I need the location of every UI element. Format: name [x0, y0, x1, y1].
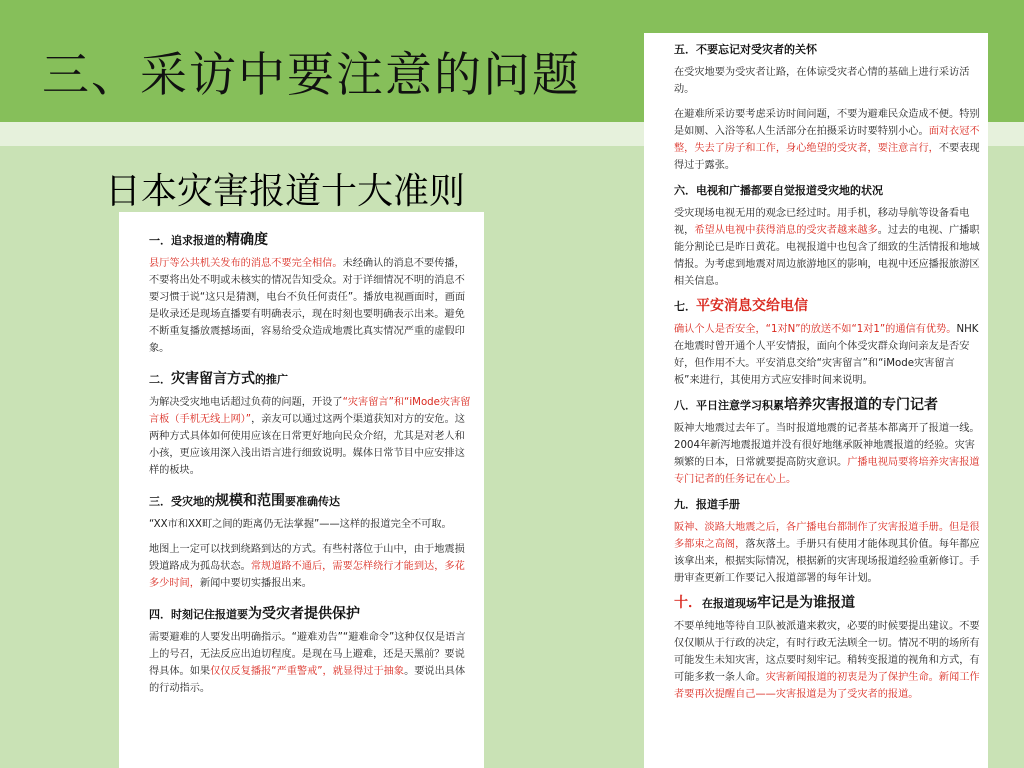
left-document-panel — [119, 212, 484, 768]
section-1-text: 县厅等公共机关发布的消息不要完全相信。未经确认的消息不要传播，不要将出处不明或未核实的情况告知受众。对于详细情况不明的消息不要习惯于说“这只是猜测，电台不负任何责任”。播放电视画面时，画面是收录还是现场直播要有明确表示，现在时刻也要明确表示出来。避免不断重复播放震撼场面，容易给受众造成地震比真实情况严重的虚假印象。 — [149, 258, 466, 354]
right-document-panel — [644, 33, 988, 768]
section-9-text: 阪神、淡路大地震之后，各广播电台都制作了灾害报道手册。但是很多都束之高阁，落灰落土。手册只有使用才能体现其价值。每年都应该拿出来，根据实际情况，根据新的灾害现场报道经验重新修订。手册审查更新工作要记入报道部署的每年计划。 — [674, 522, 980, 584]
section-2-text: 为解决受灾地电话超过负荷的问题，开设了“灾害留言”和“iMode灾害留言板（手机无线上网）”，亲友可以通过这两个渠道获知对方的安危。这两种方式具体如何使用应该在日常更好地向民众介绍，尤其是对老人和小孩，更应该用深入浅出语言进行细致说明。媒体日常节目中应安排这样的板块。 — [149, 397, 471, 476]
section-5-text-1: 在受灾地要为受灾者让路，在体谅受灾者心情的基础上进行采访活动。 — [674, 67, 970, 95]
section-1-heading: 一．追求报道的精确度 — [149, 232, 268, 248]
section-3-text-2: 地图上一定可以找到绕路到达的方式。有些村落位于山中，由于地震损毁道路成为孤岛状态。常规道路不通后，需要怎样绕行才能到达，多花多少时间，新闻中要切实播报出来。 — [149, 544, 465, 589]
section-6-text: 受灾现场电视无用的观念已经过时。用手机，移动导航等设备看电视，希望从电视中获得消息的受灾者越来越多。过去的电视、广播职能分割论已是昨日黄花。电视报道中也包含了细致的生活情报和地域情报。为考虑到地震对周边旅游地区的影响，电视中还应播报旅游区相关信息。 — [674, 208, 980, 287]
section-7-text: 确认个人是否安全，“1对N”的放送不如“1对1”的通信有优势。NHK在地震时曾开通个人平安情报，面向个体受灾群众询问亲友是否安好，但作用不大。平安消息交给“灾害留言”和“iMode灾害留言板”来进行，其使用方式应安排时间来说明。 — [674, 324, 979, 386]
section-5-heading: 五．不要忘记对受灾者的关怀 — [674, 43, 817, 56]
section-3-heading: 三．受灾地的规模和范围要准确传达 — [149, 493, 340, 509]
section-2-heading: 二．灾害留言方式的推广 — [149, 371, 288, 387]
section-4-heading: 四．时刻记住报道要为受灾者提供保护 — [149, 606, 360, 622]
section-9-heading: 九．报道手册 — [674, 498, 740, 511]
section-6-heading: 六．电视和广播都要自觉报道受灾地的状况 — [674, 184, 883, 197]
section-7-heading: 七．平安消息交给电信 — [674, 298, 808, 314]
section-3-text-1: “XX市和XX町之间的距离仍无法掌握”——这样的报道完全不可取。 — [149, 519, 452, 530]
slide-title: 三、采访中要注意的问题 — [42, 48, 581, 103]
section-5-text-2: 在避难所采访要考虑采访时间问题，不要为避难民众造成不便。特别是如厕、入浴等私人生活部分在拍摄采访时要特别小心。面对衣冠不整，失去了房子和工作，身心绝望的受灾者，要注意言行，不要表现得过于露张。 — [674, 109, 980, 171]
slide-subtitle: 日本灾害报道十大准则 — [105, 171, 466, 212]
section-10-text: 不要单纯地等待自卫队被派遣来救灾，必要的时候要提出建议。不要仅仅顺从于行政的决定，有时行政无法顾全一切。情况不明的场所有可能发生未知灾害，这点要时刻牢记。稍转变报道的视角和方式，有可能多救一条人命。灾害新闻报道的初衷是为了保护生命。新闻工作者要再次提醒自己——灾害报道是为了受灾者的报道。 — [674, 621, 980, 700]
section-8-heading: 八．平日注意学习积累培养灾害报道的专门记者 — [674, 397, 938, 413]
section-4-text: 需要避难的人要发出明确指示。“避难劝告”“避难命令”这种仅仅是语言上的号召，无法反应出迫切程度。是现在马上避难，还是天黑前？要说得具体。如果仅仅反复播报“严重警戒”，就显得过于抽象。要说出具体的行动指示。 — [149, 632, 466, 694]
section-8-text: 阪神大地震过去年了。当时报道地震的记者基本都离开了报道一线。2004年新泻地震报道并没有很好地继承阪神地震报道的经验。灾害频繁的日本，日常就要提高防灾意识。广播电视局要将培养灾害报道专门记者的任务记在心上。 — [674, 423, 980, 485]
section-10-heading: 十．在报道现场牢记是为谁报道 — [674, 595, 855, 611]
